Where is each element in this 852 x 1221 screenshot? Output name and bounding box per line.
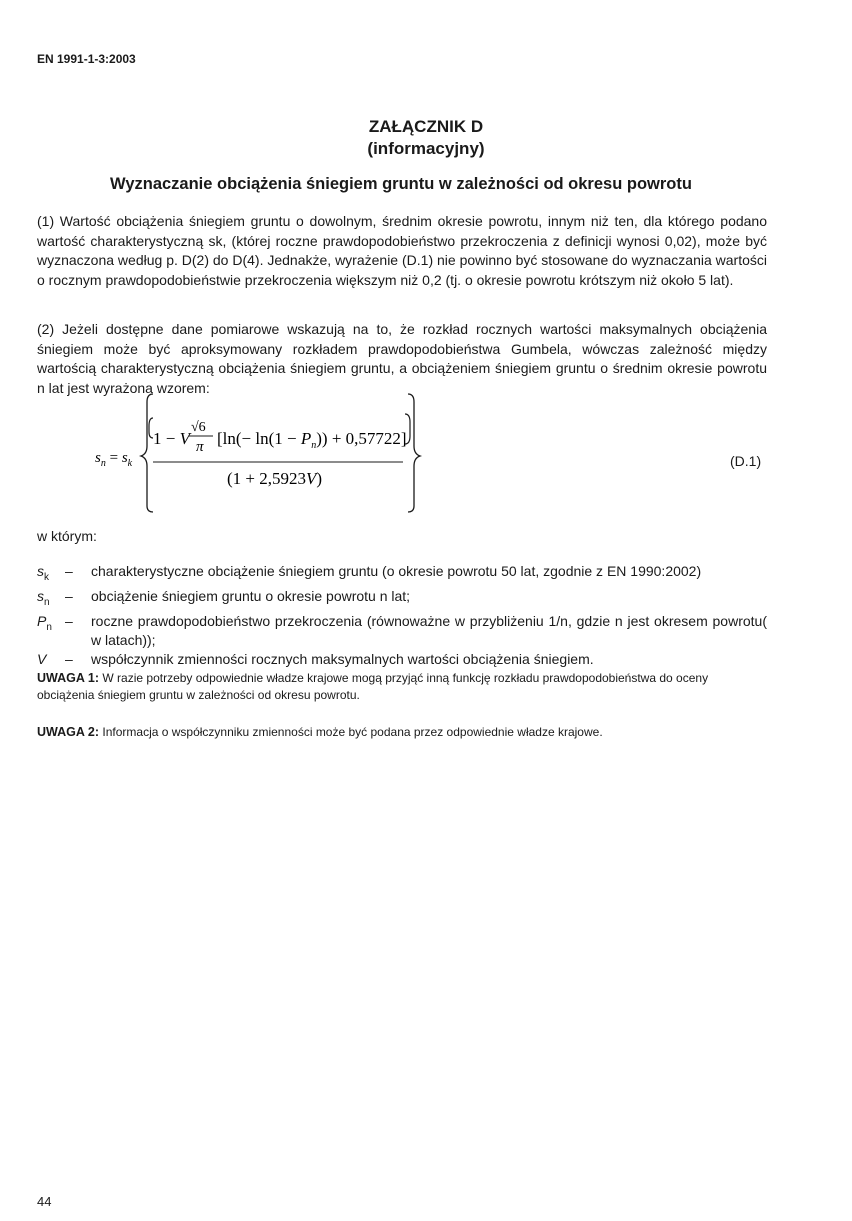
- formula-lhs: $s_n = s_k$: [95, 450, 133, 469]
- note-1: [37, 670, 767, 704]
- definition-text: obciążenie śniegiem gruntu o okresie powrotu n lat;: [91, 587, 411, 604]
- note-label: UWAGA 2:: [37, 725, 100, 739]
- pi-symbol: π: [196, 439, 204, 455]
- formula-denominator: (1 + 2,5923V): [227, 469, 323, 488]
- definition-symbol: V: [37, 650, 47, 667]
- definition-text: roczne prawdopodobieństwo przekroczenia (równoważne w przybliżeniu 1/n, gdzie n jest okresem powrotu( w latach));: [91, 612, 767, 648]
- left-brace: [141, 394, 153, 512]
- annex-title: ZAŁĄCZNIK D: [368, 117, 484, 136]
- definition-text: współczynnik zmienności rocznych maksymalnych wartości obciążenia śniegiem.: [91, 650, 594, 667]
- note-text: Informacja o współczynniku zmienności może być podana przez odpowiednie władze krajowe.: [102, 725, 603, 739]
- note-2: [37, 724, 767, 741]
- svg-text:[ln(− ln(1 − Pn)) + 0,57722]: $[\ln(- \ln(1 - P_n)) + 0,57722]$: [217, 429, 407, 451]
- section-title: Wyznaczanie obciążenia śniegiem gruntu w zależności od okresu powrotu: [110, 175, 692, 193]
- definitions-list: [37, 562, 767, 674]
- page-number: 44: [37, 1194, 52, 1209]
- equation-number: (D.1): [730, 453, 762, 469]
- definition-item: V – współczynnik zmienności rocznych maksymalnych wartości obciążenia śniegiem.: [37, 650, 767, 675]
- definition-item: $s_n$ – obciążenie śniegiem gruntu o okresie powrotu n lat;: [37, 587, 767, 612]
- definition-symbol: $s_n$: [37, 587, 50, 608]
- right-brace: [408, 394, 420, 512]
- formula-d1: [95, 388, 435, 514]
- definition-item: $s_k$ – charakterystyczne obciążenie śniegiem gruntu (o okresie powrotu 50 lat, zgodnie z EN 1990:2002): [37, 562, 767, 587]
- paragraph-1: (1) Wartość obciążenia śniegiem gruntu o dowolnym, średnim okresie powrotu, innym niż ten, dla którego podano wartość charakterystyczną sk, (której roczne prawdopodobieństwo przekroczenia z definicji wynosi 0,02), może być wyznaczona według p. D(2) do D(4). Jednakże, wyrażenie (D.1) nie powinno być stosowane do wyznaczania wartości o rocznym prawdopodobieństwie przekroczenia większym niż 0,2 (tj. o okresie powrotu krótszym niż około 5 lat).: [37, 213, 767, 288]
- where-label: w którym:: [37, 528, 97, 544]
- definition-symbol: $s_k$: [37, 563, 49, 583]
- annex-heading: [0, 116, 852, 160]
- definition-text: charakterystyczne obciążenie śniegiem gruntu (o okresie powrotu 50 lat, zgodnie z EN 1990:2002): [91, 563, 702, 579]
- document-code: EN 1991-1-3:2003: [37, 52, 136, 66]
- note-text: W razie potrzeby odpowiednie władze krajowe mogą przyjąć inną funkcję rozkładu prawdopodobieństwa do oceny obciążenia śniegiem gruntu w zależności od okresu powrotu.: [37, 671, 709, 702]
- formula-numerator: 1 − V: [153, 429, 190, 448]
- definition-symbol: $P_n$: [37, 612, 52, 633]
- sqrt-six: √6: [191, 420, 206, 435]
- note-label: UWAGA 1:: [37, 671, 100, 685]
- definition-item: $P_n$ – roczne prawdopodobieństwo przekroczenia (równoważne w przybliżeniu 1/n, gdzie n jest okresem powrotu( w latach));: [37, 612, 767, 648]
- paragraph-2: (2) Jeżeli dostępne dane pomiarowe wskazują na to, że rozkład rocznych wartości maksymalnych obciążenia śniegiem może być aproksymowany rozkładem prawdopodobieństwa Gumbela, wówczas zależność między wartością charakterystyczną obciążenia śniegiem gruntu, a obciążeniem śniegiem gruntu o średnim okresie powrotu n lat jest wyrażona wzorem:: [37, 321, 767, 396]
- annex-subtitle: (informacyjny): [367, 139, 485, 158]
